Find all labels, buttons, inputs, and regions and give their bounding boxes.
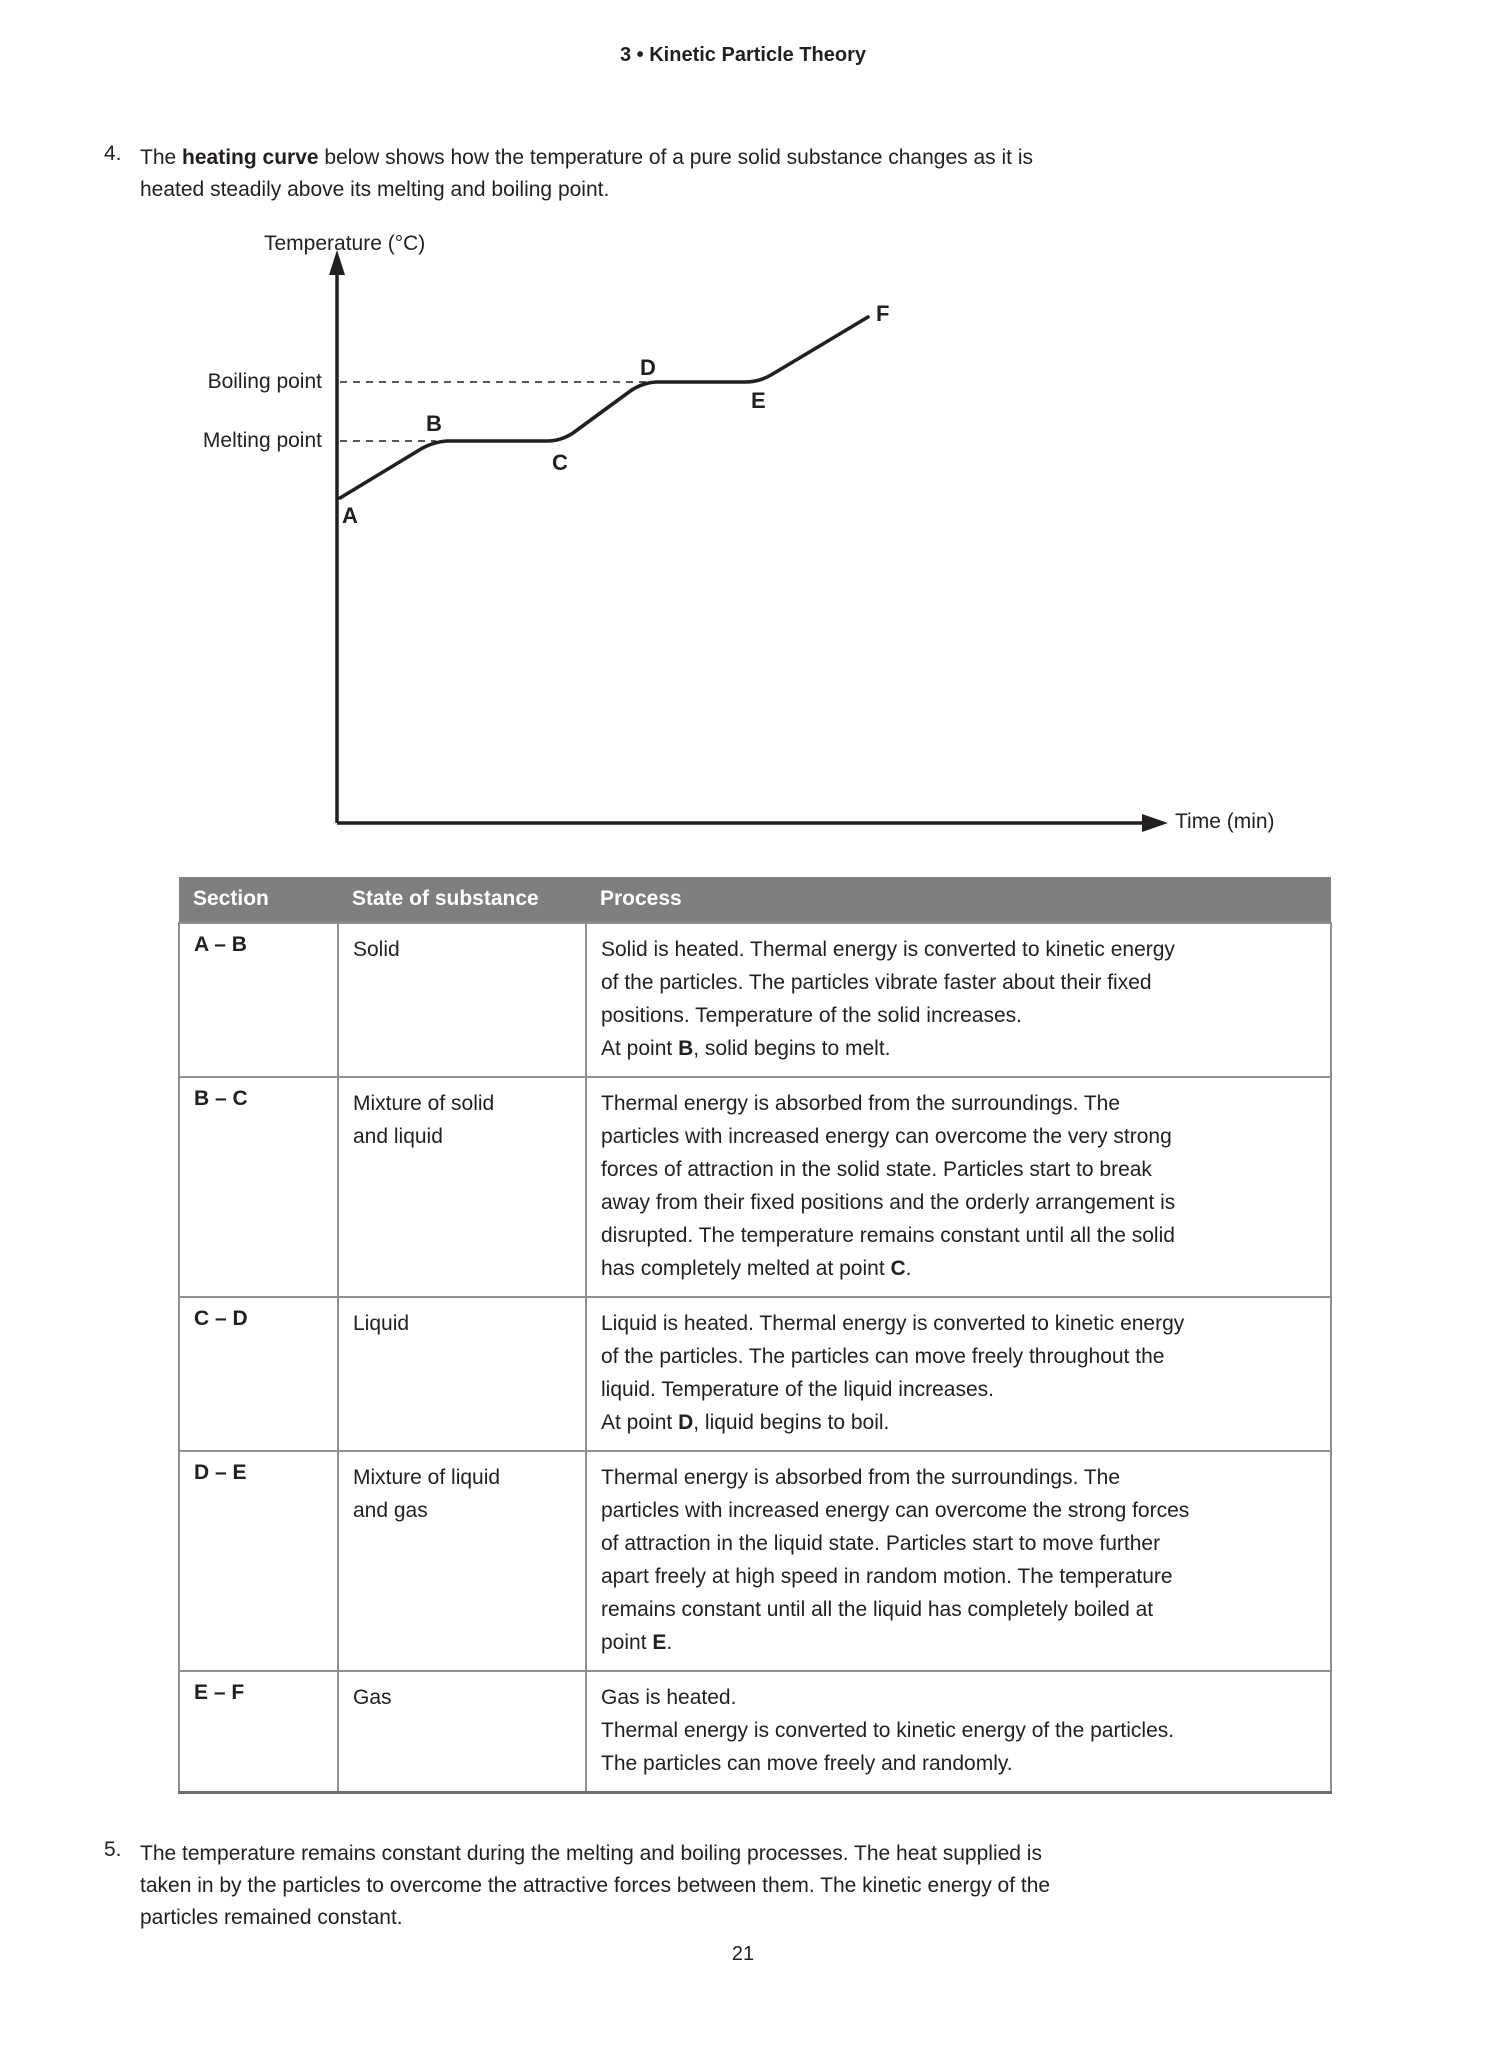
cell-section: D – E (179, 1451, 338, 1671)
text-line: remains constant until all the liquid has completely boiled at (601, 1598, 1154, 1621)
question-5-text (140, 1838, 1050, 1934)
heating-process-table (178, 877, 1332, 1794)
cell-section: B – C (179, 1077, 338, 1297)
text-line: has completely melted at point C. (601, 1257, 912, 1280)
table-row (179, 1671, 1331, 1793)
boiling-point-label: Boiling point (207, 370, 322, 393)
melting-point-label: Melting point (202, 429, 322, 452)
text-line: At point B, solid begins to melt. (601, 1037, 891, 1060)
x-axis-label: Time (min) (1175, 810, 1275, 833)
text-line: taken in by the particles to overcome the attractive forces between them. The kinetic energy of the (140, 1874, 1051, 1897)
text-line: Liquid is heated. Thermal energy is converted to kinetic energy (601, 1312, 1185, 1335)
text-line: apart freely at high speed in random motion. The temperature (601, 1565, 1173, 1588)
text-line: At point D, liquid begins to boil. (601, 1411, 890, 1434)
question-5-number: 5. (104, 1838, 122, 1861)
text-line: heated steadily above its melting and boiling point. (140, 178, 610, 201)
text-line: of attraction in the liquid state. Particles start to move further (601, 1532, 1161, 1555)
curve-point-label-d: D (640, 355, 656, 380)
text-line: positions. Temperature of the solid increases. (601, 1004, 1023, 1027)
text-line: Gas is heated. (601, 1686, 737, 1709)
text-line: particles with increased energy can overcome the strong forces (601, 1499, 1190, 1522)
cell-section: E – F (179, 1671, 338, 1793)
text-line: Solid is heated. Thermal energy is converted to kinetic energy (601, 938, 1175, 961)
cell-process (586, 1077, 1331, 1297)
text-line: The temperature remains constant during the melting and boiling processes. The heat supplied is (140, 1842, 1042, 1865)
question-4-number: 4. (104, 142, 122, 165)
curve-point-label-e: E (751, 388, 766, 413)
cell-state (338, 1451, 586, 1671)
table-body (179, 923, 1331, 1793)
cell-state (338, 1671, 586, 1793)
text-line: away from their fixed positions and the orderly arrangement is (601, 1191, 1176, 1214)
text-line: particles with increased energy can overcome the very strong (601, 1125, 1172, 1148)
col-header-state: State of substance (338, 877, 586, 923)
text-line: forces of attraction in the solid state. Particles start to break (601, 1158, 1152, 1181)
text-line: Liquid (353, 1312, 410, 1335)
cell-process (586, 1297, 1331, 1451)
table-row (179, 1451, 1331, 1671)
question-4-text (140, 142, 1033, 206)
cell-section: C – D (179, 1297, 338, 1451)
text-line: point E. (601, 1631, 673, 1654)
col-header-section: Section (179, 877, 338, 923)
curve-point-label-c: C (552, 450, 568, 475)
heating-curve-chart (200, 230, 1320, 842)
x-axis-arrow-icon (1142, 814, 1168, 832)
table-row (179, 1077, 1331, 1297)
cell-process (586, 1451, 1331, 1671)
text-line: Mixture of solid (353, 1092, 495, 1115)
curve-point-label-a: A (342, 503, 358, 528)
text-line: of the particles. The particles vibrate faster about their fixed (601, 971, 1152, 994)
text-line: The particles can move freely and randomly. (601, 1752, 1013, 1775)
text-line: and liquid (353, 1125, 443, 1148)
text-line: Thermal energy is absorbed from the surroundings. The (601, 1466, 1121, 1489)
cell-state (338, 1077, 586, 1297)
text-line: of the particles. The particles can move freely throughout the (601, 1345, 1165, 1368)
cell-section: A – B (179, 923, 338, 1077)
heating-curve-path (340, 317, 868, 498)
text-line: Thermal energy is converted to kinetic energy of the particles. (601, 1719, 1175, 1742)
page-header: 3 • Kinetic Particle Theory (620, 44, 866, 66)
cell-state (338, 923, 586, 1077)
text-line: Gas (353, 1686, 392, 1709)
table-row (179, 1297, 1331, 1451)
cell-state (338, 1297, 586, 1451)
heating-curve-svg (200, 230, 1320, 842)
col-header-process: Process (586, 877, 1331, 923)
curve-point-label-b: B (426, 411, 442, 436)
text-line: and gas (353, 1499, 428, 1522)
text-line: liquid. Temperature of the liquid increases. (601, 1378, 995, 1401)
text-line: Solid (353, 938, 400, 961)
table-row (179, 923, 1331, 1077)
curve-point-label-f: F (876, 301, 890, 326)
text-line: Thermal energy is absorbed from the surroundings. The (601, 1092, 1121, 1115)
page-number: 21 (731, 1943, 755, 1965)
cell-process (586, 923, 1331, 1077)
text-line: disrupted. The temperature remains constant until all the solid (601, 1224, 1175, 1247)
text-line: particles remained constant. (140, 1906, 403, 1929)
y-axis-label: Temperature (°C) (264, 232, 426, 255)
cell-process (586, 1671, 1331, 1793)
text-line: Mixture of liquid (353, 1466, 501, 1489)
text-line: The heating curve below shows how the temperature of a pure solid substance changes as it is (140, 146, 1033, 169)
table-header-row (179, 877, 1331, 923)
